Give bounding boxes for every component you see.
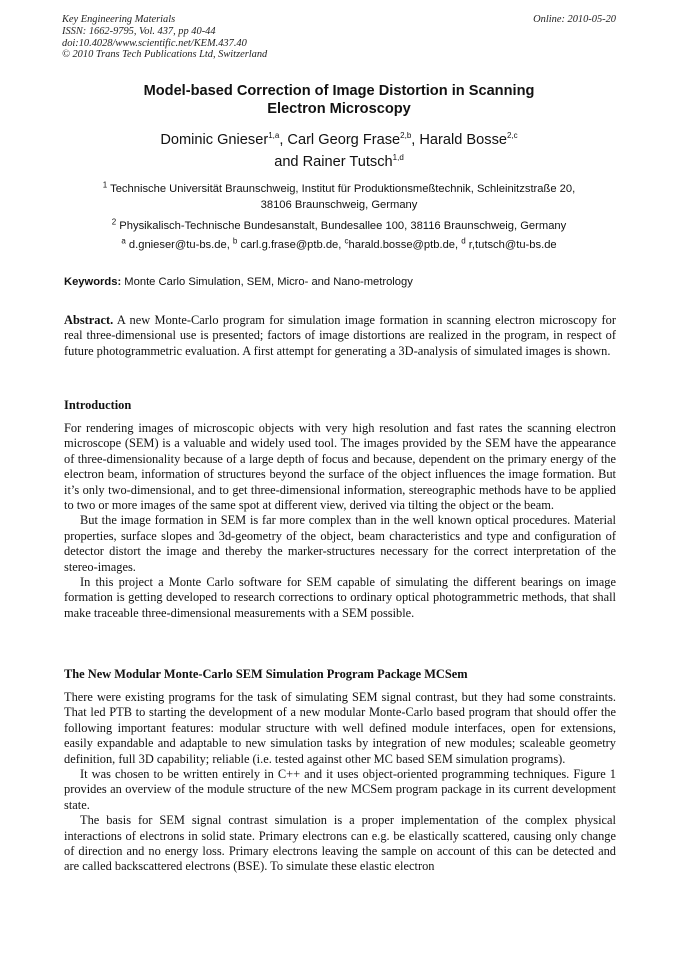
author-list (60, 129, 618, 173)
paragraph: But the image formation in SEM is far more complex than in the well known optical procedures. Material properties, surface slopes and 3d-geometry of the object, beam characteristics and type and configuration of detector distort the image and thereby the marker-structures necessary for the correct interpretation of the stereo-images. (64, 513, 616, 574)
section-introduction (64, 421, 616, 621)
email-link[interactable]: d.gnieser@tu-bs.de, (125, 239, 233, 251)
author-name: Dominic Gnieser (160, 132, 269, 148)
author-name: Harald Bosse (419, 132, 507, 148)
paragraph: In this project a Monte Carlo software for SEM capable of simulating the different bearings on image formation is getting developed to research corrections to ordinary optical photogrammetric methods, that shall make traceable three-dimensional measurements with a SEM possible. (64, 575, 616, 620)
affiliation-1 (60, 181, 618, 213)
email-link[interactable]: harald.bosse@ptb.de, (348, 239, 462, 251)
journal-copyright: © 2010 Trans Tech Publications Ltd, Switzerland (62, 49, 268, 61)
paragraph: The basis for SEM signal contrast simulation is a proper implementation of the complex physical interactions of electrons in solid state. Primary electrons can e.g. be elastically scattered, causing only change of direction and no energy loss. Primary electrons leaving the sample on account of this can be detected and are called backscattered electrons (BSE). To simulate these elastic electron (64, 813, 616, 874)
author-separator: , (411, 132, 420, 148)
author-affil-sup: 1,a (268, 131, 280, 141)
author-affil-sup: 2,c (507, 131, 518, 141)
email-link[interactable]: carl.g.frase@ptb.de, (237, 239, 345, 251)
journal-header (62, 14, 482, 61)
affiliation-text: Technische Universität Braunschweig, Institut für Produktionsmeßtechnik, Schleinitzstraße 20, (107, 183, 576, 195)
paragraph: For rendering images of microscopic objects with very high resolution and fast rates the scanning electron microscope (SEM) is a valuable and widely used tool. The images provided by the SEM have the appearance of three-dimensionality because of a large depth of focus and because, dependent on the primary energy of the electron beam, information of structures beyond the surface of the object influences the image formation. But it’s only two-dimensional, and to get three-dimensional information, stereographic methods have to be applied to two or more images of the same spot at different view, derived via tilting the object or the beam. (64, 421, 616, 513)
author-affil-sup: 1,d (392, 153, 404, 163)
paragraph: It was chosen to be written entirely in C++ and it uses object-oriented programming techniques. Figure 1 provides an overview of the module structure of the new MCSem program package in its current development state. (64, 767, 616, 812)
author-affil-sup: 2,b (400, 131, 412, 141)
email-sup: b (232, 236, 238, 246)
author-name: Carl Georg Frase (287, 132, 401, 148)
journal-issn: ISSN: 1662-9795, Vol. 437, pp 40-44 (62, 25, 216, 37)
author-line-2 (60, 151, 618, 173)
journal-name: Key Engineering Materials (62, 14, 176, 25)
title-line-1: Model-based Correction of Image Distortion in Scanning (143, 83, 535, 99)
affiliation-text: 38106 Braunschweig, Germany (260, 199, 418, 211)
journal-doi: doi:10.4028/www.scientific.net/KEM.437.40 (62, 37, 247, 49)
email-link[interactable]: r,tutsch@tu-bs.de (465, 239, 557, 251)
section-mcsem (64, 690, 616, 875)
email-list (60, 237, 618, 253)
abstract-label: Abstract. (64, 313, 114, 327)
affiliation-2 (60, 218, 618, 234)
email-sup: d (461, 236, 466, 246)
affiliation-sup: 1 (102, 180, 108, 190)
keywords-label: Keywords: (64, 276, 122, 288)
abstract-text: A new Monte-Carlo program for simulation image formation in scanning electron microscopy for real three-dimensional use is presented; factors of image distortions are realized in the program, in respect of future photogrammetric evaluation. A first attempt for generating a 3D-analysis of simulated images is shown. (64, 313, 616, 358)
keywords-text: Monte Carlo Simulation, SEM, Micro- and Nano-metrology (121, 276, 413, 288)
abstract (64, 313, 616, 359)
online-date: Online: 2010-05-20 (533, 14, 616, 25)
section-heading-introduction: Introduction (64, 398, 132, 412)
affiliation-sup: 2 (111, 217, 117, 227)
title-line-2: Electron Microscopy (267, 101, 411, 117)
section-heading-mcsem: The New Modular Monte-Carlo SEM Simulation Program Package MCSem (64, 667, 468, 681)
paper-title (60, 82, 618, 118)
paragraph: There were existing programs for the task of simulating SEM signal contrast, but they had some constraints. That led PTB to starting the development of a new modular Monte-Carlo based program that should offer the following important features: modular structure with well defined module interfaces, open for extensions, easily expandable and adaptable to new simulation tasks by integration of new modules; scaleable geometry definition, full 3D capability; reliable (i.e. tested against other MC based SEM simulation programs). (64, 690, 616, 766)
email-sup: c (344, 236, 349, 246)
affiliation-text: Physikalisch-Technische Bundesanstalt, Bundesallee 100, 38116 Braunschweig, Germany (116, 220, 567, 232)
author-separator: , (279, 132, 288, 148)
author-line-1 (60, 129, 618, 151)
email-sup: a (121, 236, 126, 246)
keywords (64, 274, 616, 290)
author-name: and Rainer Tutsch (274, 154, 393, 170)
